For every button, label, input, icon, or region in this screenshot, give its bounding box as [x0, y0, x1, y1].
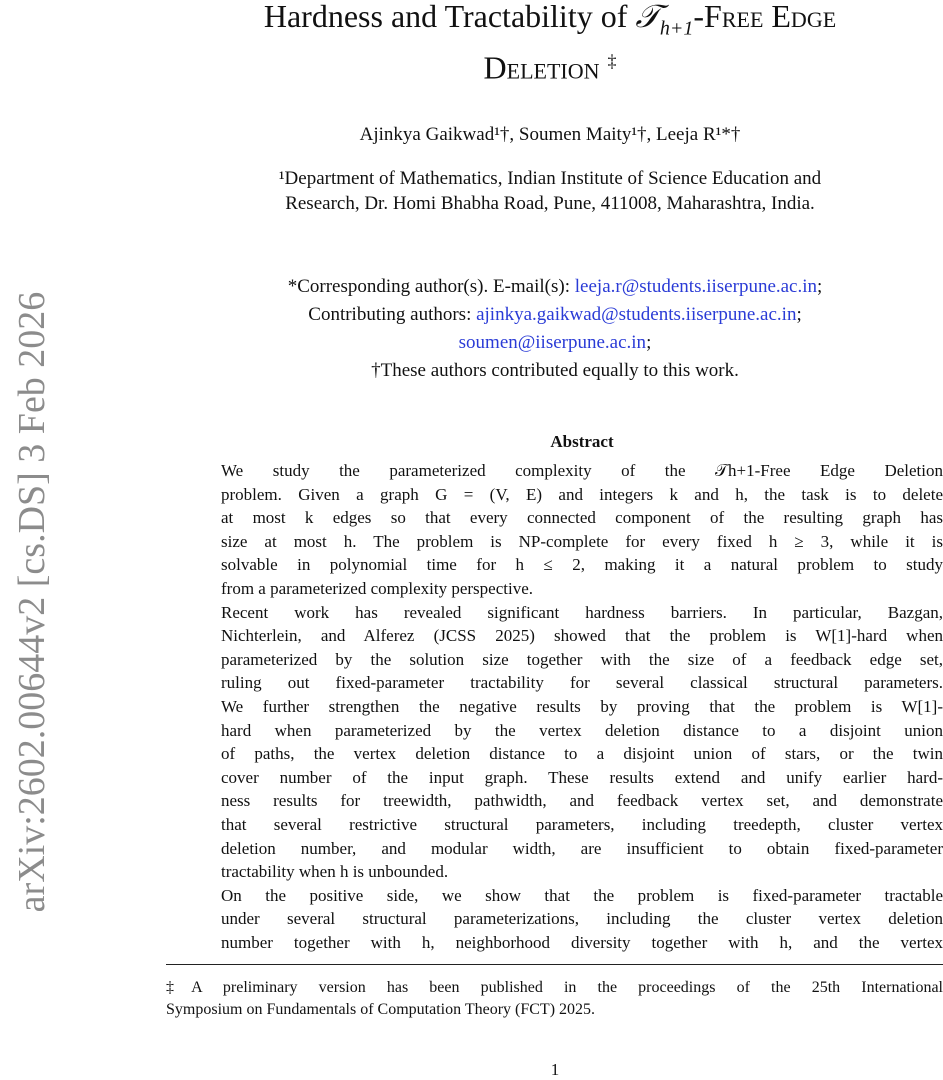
abstract-line: hard when parameterized by the vertex deletion distance to a disjoint union [221, 720, 943, 740]
abstract-line: of paths, the vertex deletion distance to a disjoint union of stars, or the twin [221, 744, 943, 764]
abstract-line: size at most h. The problem is NP-complete for every fixed h ≥ 3, while it is [221, 531, 943, 551]
arxiv-stamp: arXiv:2602.00644v2 [cs.DS] 3 Feb 2026 [11, 291, 53, 913]
page-number: 1 [550, 1060, 560, 1079]
abstract-line: from a parameterized complexity perspective. [221, 578, 533, 598]
abstract-line: at most k edges so that every connected component of the resulting graph has [221, 508, 943, 528]
footnote-line: Symposium on Fundamentals of Computation Theory (FCT) 2025. [166, 1001, 596, 1018]
title-math: 𝒯 [635, 0, 660, 34]
abstract-paragraph [221, 601, 943, 884]
correspondence: *Corresponding author(s). E-mail(s): leeja.r@students.iiserpune.ac.in; Contributing authors: ajinkya.gaikwad@students.iiserpune.ac.in; soumen@iiserpune.ac.in; †These authors contributed equally to this work. [160, 273, 943, 385]
abstract-line: We further strengthen the negative results by proving that the problem is W[1]- [221, 696, 943, 716]
abstract-heading: Abstract [550, 432, 614, 451]
footnote-rule [166, 964, 943, 965]
abstract-line: tractability when h is unbounded. [221, 862, 449, 882]
abstract-line: ruling out fixed-parameter tractability for several classical structural parameters. [221, 673, 943, 693]
footnote-line: ‡A preliminary version has been published in the proceedings of the 25th International [166, 979, 943, 996]
title-footnote-mark: ‡ [607, 51, 617, 72]
title-line2: Deletion [483, 50, 600, 87]
abstract-line: under several structural parameterizations, including the cluster vertex deletion [221, 909, 943, 929]
title-subscript: h+1 [659, 17, 694, 40]
abstract-line: solvable in polynomial time for h ≤ 2, making it a natural problem to study [221, 555, 943, 575]
abstract-line: Nichterlein, and Alferez (JCSS 2025) showed that the problem is W[1]-hard when [221, 626, 943, 646]
title-problem: -Free Edge [693, 0, 837, 34]
abstract-line: number together with h, neighborhood diversity together with h, and the vertex [221, 932, 943, 952]
contrib-email-link[interactable]: soumen@iiserpune.ac.in [458, 332, 647, 353]
affiliation-line: ¹Department of Mathematics, Indian Institute of Science Education and [278, 168, 822, 189]
equal-contribution-note: †These authors contributed equally to this work. [371, 360, 739, 381]
abstract-line: Recent work has revealed significant hardness barriers. In particular, Bazgan, [221, 602, 943, 622]
contrib-email-link[interactable]: ajinkya.gaikwad@students.iiserpune.ac.in [476, 304, 797, 325]
abstract-line: On the positive side, we show that the problem is fixed-parameter tractable [221, 885, 943, 905]
corr-email-link[interactable]: leeja.r@students.iiserpune.ac.in [574, 276, 818, 297]
abstract-line: problem. Given a graph G = (V, E) and integers k and h, the task is to delete [221, 484, 943, 504]
abstract-line: deletion number, and modular width, are insufficient to obtain fixed-parameter [221, 838, 943, 858]
affiliation [160, 166, 940, 216]
abstract-line: parameterized by the solution size together with the size of a feedback edge set, [221, 649, 943, 669]
footnote [166, 977, 943, 1021]
abstract-line: We study the parameterized complexity of the 𝒯h+1-Free Edge Deletion [221, 461, 943, 480]
contrib-label: Contributing authors: [308, 304, 477, 325]
corr-label: *Corresponding author(s). E-mail(s): [287, 276, 575, 297]
abstract-line: ness results for treewidth, pathwidth, and feedback vertex set, and demonstrate [221, 791, 943, 811]
abstract-body [221, 459, 943, 954]
abstract-line: that several restrictive structural parameters, including treedepth, cluster vertex [221, 814, 943, 834]
title-text: Hardness and Tractability of [263, 0, 636, 34]
abstract-line: cover number of the input graph. These results extend and unify earlier hard- [221, 767, 943, 787]
affiliation-line: Research, Dr. Homi Bhabha Road, Pune, 411008, Maharashtra, India. [285, 193, 815, 214]
authors: Ajinkya Gaikwad¹†, Soumen Maity¹†, Leeja R¹*† [359, 124, 741, 145]
abstract-paragraph [221, 459, 943, 601]
abstract-paragraph [221, 884, 943, 955]
paper-title [160, 0, 940, 85]
